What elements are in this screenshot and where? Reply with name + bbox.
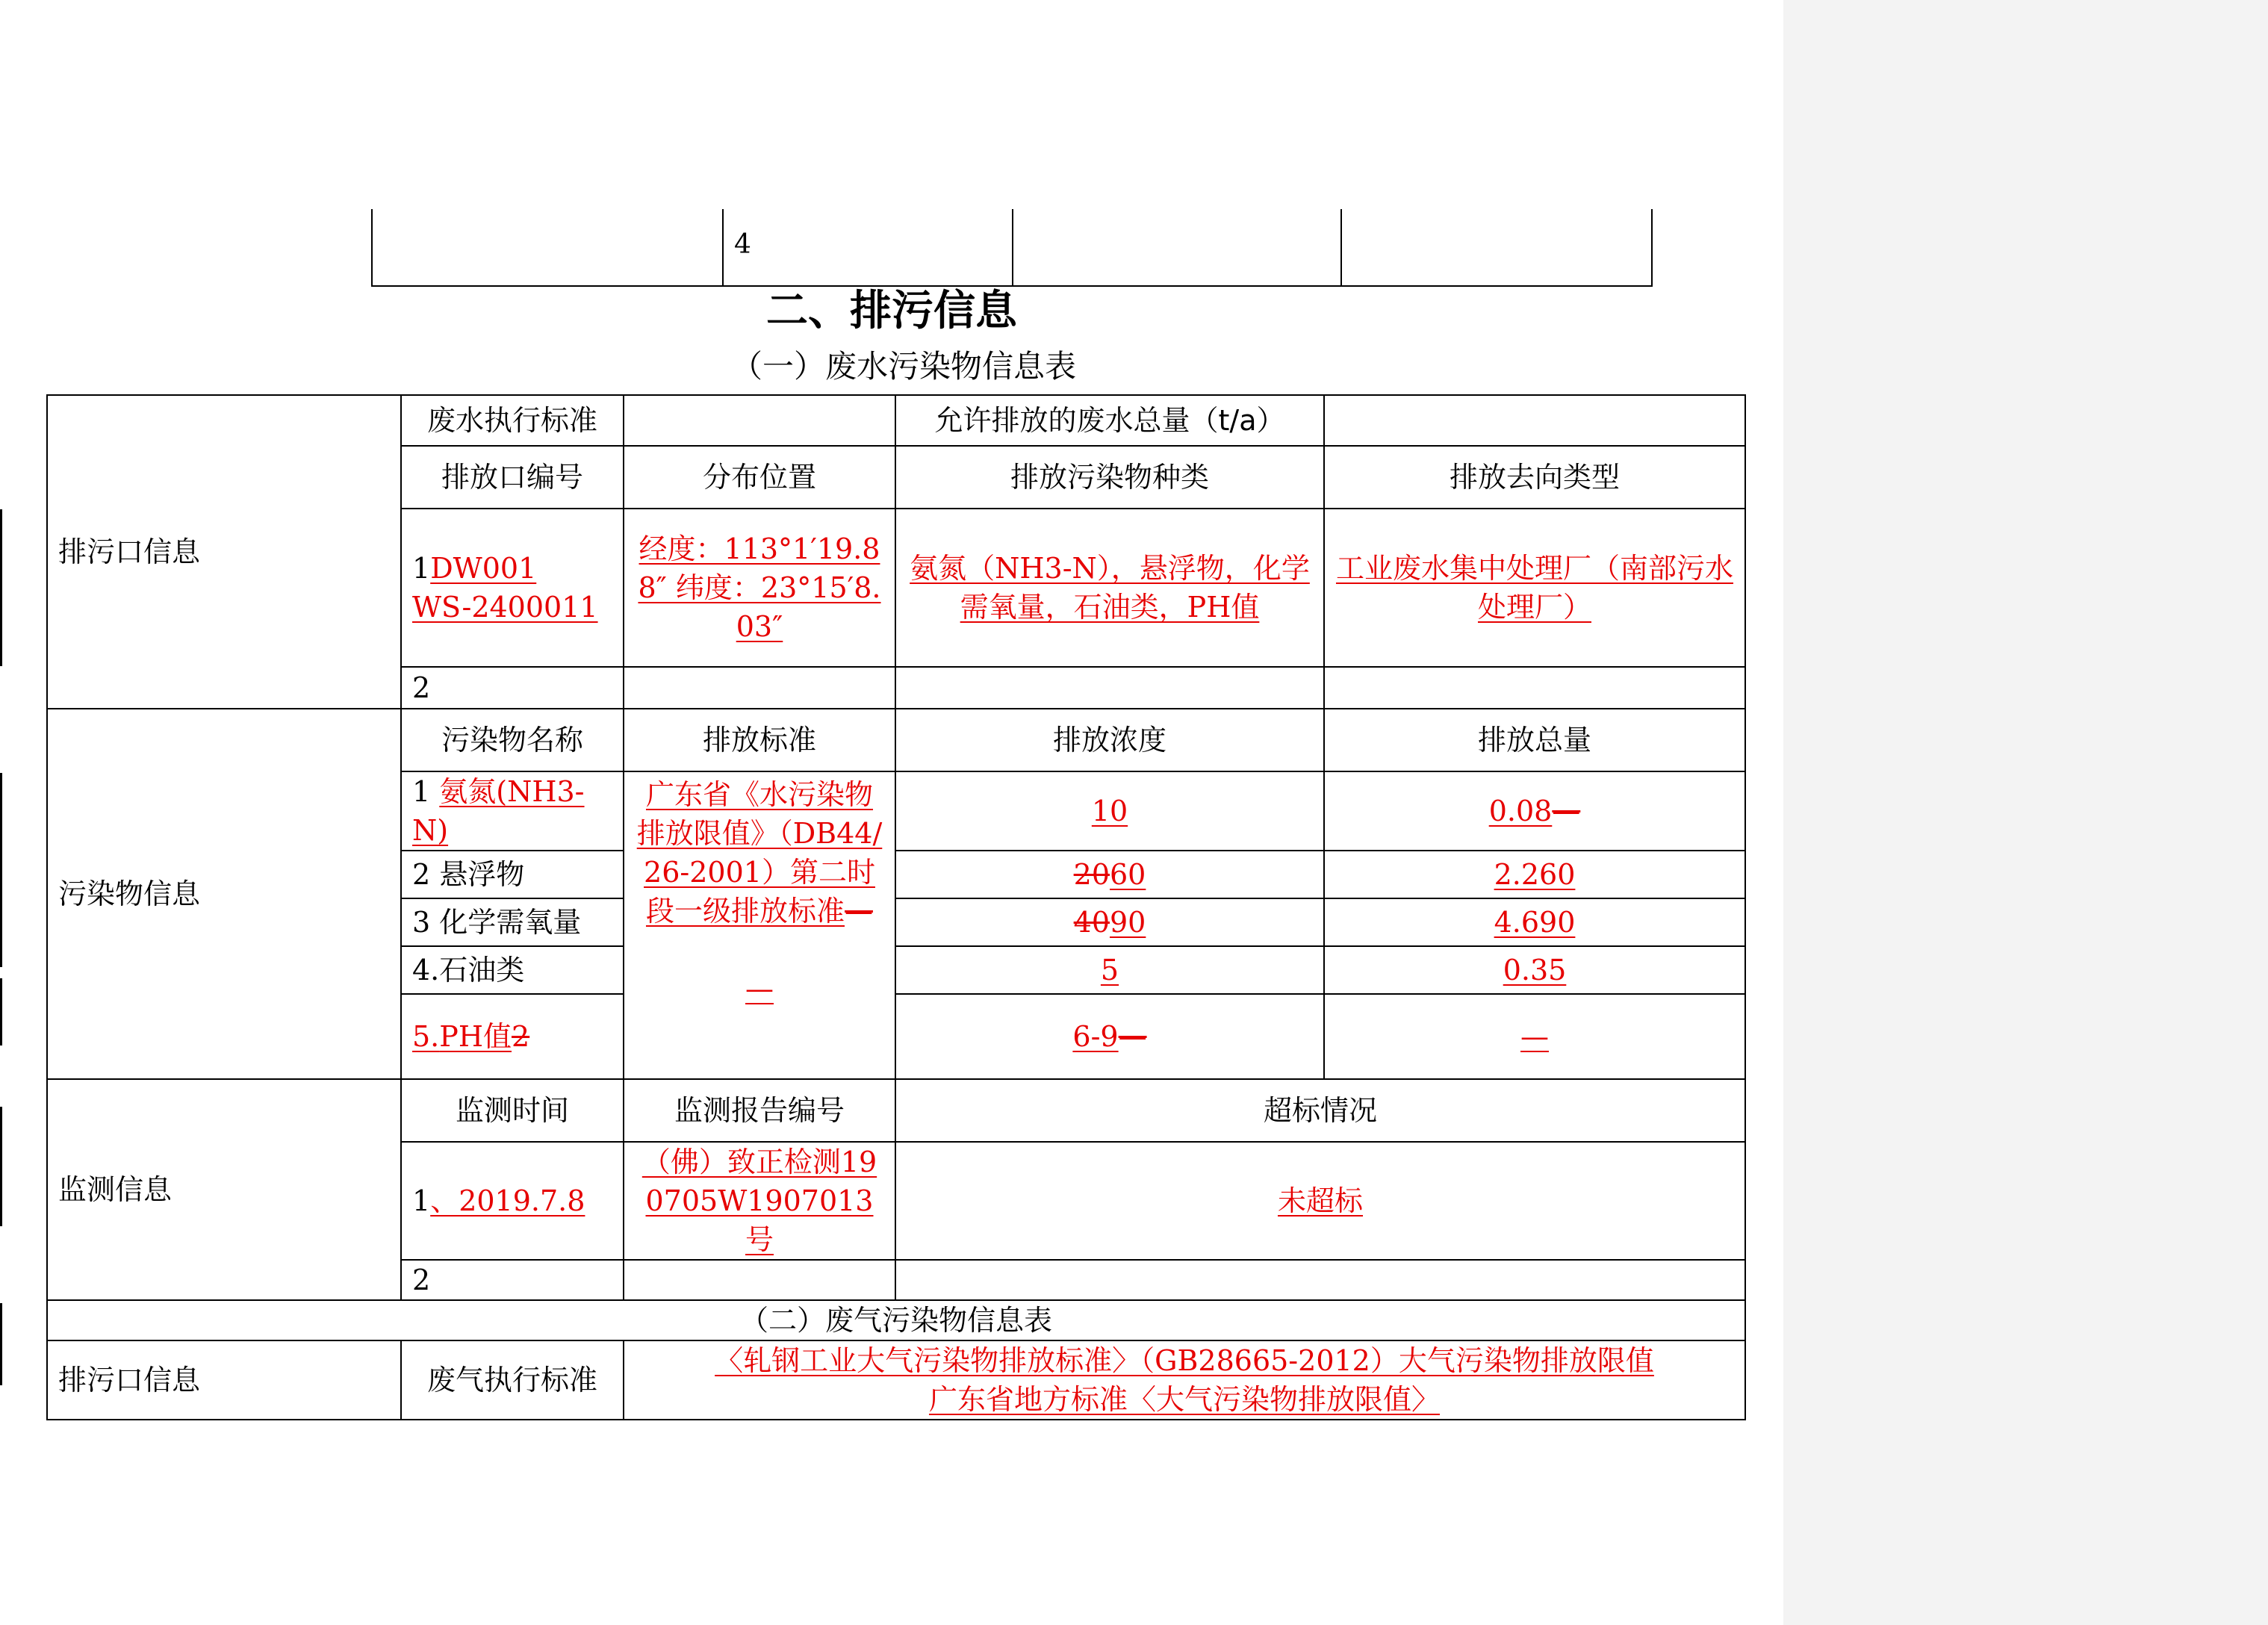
allowed-total-value — [1324, 395, 1745, 446]
exhaust-standard-label: 废气执行标准 — [401, 1340, 624, 1420]
table-cell — [1013, 209, 1341, 286]
exhaust-standard-value: 〈轧钢工业大气污染物排放标准〉（GB28665-2012）大气污染物排放限值 广东省地方标准〈大气污染物排放限值〉 — [624, 1340, 1745, 1420]
total-value: 4.690 — [1324, 898, 1745, 946]
header-location: 分布位置 — [624, 446, 895, 509]
header-monitor-time: 监测时间 — [401, 1079, 624, 1142]
margin-change-bar — [0, 1303, 2, 1385]
table-cell — [895, 1260, 1745, 1300]
total-value: 0.35 — [1324, 946, 1745, 994]
total-value: — — [1324, 994, 1745, 1079]
margin-change-bar — [0, 978, 2, 1045]
header-concentration: 排放浓度 — [895, 709, 1324, 771]
table-row — [47, 1340, 1745, 1420]
table-row — [372, 209, 1652, 286]
header-pollutant-types: 排放污染物种类 — [895, 446, 1324, 509]
previous-table-tail — [371, 209, 1653, 287]
header-exceedance: 超标情况 — [895, 1079, 1745, 1142]
table-row — [47, 709, 1745, 771]
concentration-value: 2060 — [895, 851, 1324, 898]
allowed-total-label: 允许排放的废水总量（t/a） — [895, 395, 1324, 446]
concentration-value: 5 — [895, 946, 1324, 994]
concentration-value: 10 — [895, 771, 1324, 851]
pollutant-name: 2 悬浮物 — [401, 851, 624, 898]
pollutant-name: 4.石油类 — [401, 946, 624, 994]
pollutant-name: 5.PH值2 — [401, 994, 624, 1079]
margin-change-bar — [0, 509, 2, 666]
outlet-id-cell — [401, 509, 624, 667]
table-cell — [895, 667, 1324, 709]
row-number: 1 — [412, 552, 431, 585]
exhaust-subtitle: （二）废气污染物信息表 — [47, 1300, 1745, 1340]
wastewater-standard-label: 废水执行标准 — [401, 395, 624, 446]
header-emission-standard: 排放标准 — [624, 709, 895, 771]
row-number: 2 — [401, 667, 624, 709]
table-row — [47, 1300, 1745, 1340]
emission-standard: 广东省《水污染物排放限值》（DB44/26-2001）第二时段一级排放标准— — — [624, 771, 895, 1079]
concentration-value: 6-9— — [895, 994, 1324, 1079]
margin-change-bar — [0, 1107, 2, 1226]
margin-change-bar — [0, 773, 2, 967]
outlet-pollutants: 氨氮（NH3-N），悬浮物，化学需氧量，石油类，PH值 — [895, 509, 1324, 667]
header-report-number: 监测报告编号 — [624, 1079, 895, 1142]
wastewater-subtitle: （一）废水污染物信息表 — [730, 348, 1076, 385]
report-number: （佛）致正检测190705W1907013号 — [624, 1142, 895, 1260]
header-destination: 排放去向类型 — [1324, 446, 1745, 509]
concentration-value: 4090 — [895, 898, 1324, 946]
row-number: 2 — [401, 1260, 624, 1300]
table-row — [47, 395, 1745, 446]
outlet-destination: 工业废水集中处理厂（南部污水处理厂） — [1324, 509, 1745, 667]
table-cell — [372, 209, 723, 286]
outlet-group-label: 排污口信息 — [47, 395, 401, 709]
table-cell — [624, 667, 895, 709]
exhaust-group-label: 排污口信息 — [47, 1340, 401, 1420]
table-cell — [1324, 667, 1745, 709]
exceedance-status: 未超标 — [895, 1142, 1745, 1260]
total-value: 0.08— — [1324, 771, 1745, 851]
viewer-side-panel — [1783, 0, 2268, 1625]
pollutant-info-table — [46, 394, 1746, 1420]
table-cell — [624, 1260, 895, 1300]
outlet-location: 经度：113°1′19.88″ 纬度：23°15′8.03″ — [624, 509, 895, 667]
pollutant-name: 3 化学需氧量 — [401, 898, 624, 946]
monitor-date: 1、2019.7.8 — [401, 1142, 624, 1260]
outlet-id: DW001 — [430, 552, 537, 585]
table-row — [47, 1079, 1745, 1142]
header-outlet-id: 排放口编号 — [401, 446, 624, 509]
table-cell — [1341, 209, 1652, 286]
monitoring-group-label: 监测信息 — [47, 1079, 401, 1300]
header-pollutant-name: 污染物名称 — [401, 709, 624, 771]
pollutant-group-label: 污染物信息 — [47, 709, 401, 1079]
permit-id: WS-2400011 — [412, 591, 598, 624]
total-value: 2.260 — [1324, 851, 1745, 898]
pollutant-name: 1 氨氮(NH3-N) — [401, 771, 624, 851]
row-number: 4 — [723, 209, 1013, 286]
header-total: 排放总量 — [1324, 709, 1745, 771]
wastewater-standard-value — [624, 395, 895, 446]
section-title: 二、排污信息 — [766, 287, 1017, 335]
